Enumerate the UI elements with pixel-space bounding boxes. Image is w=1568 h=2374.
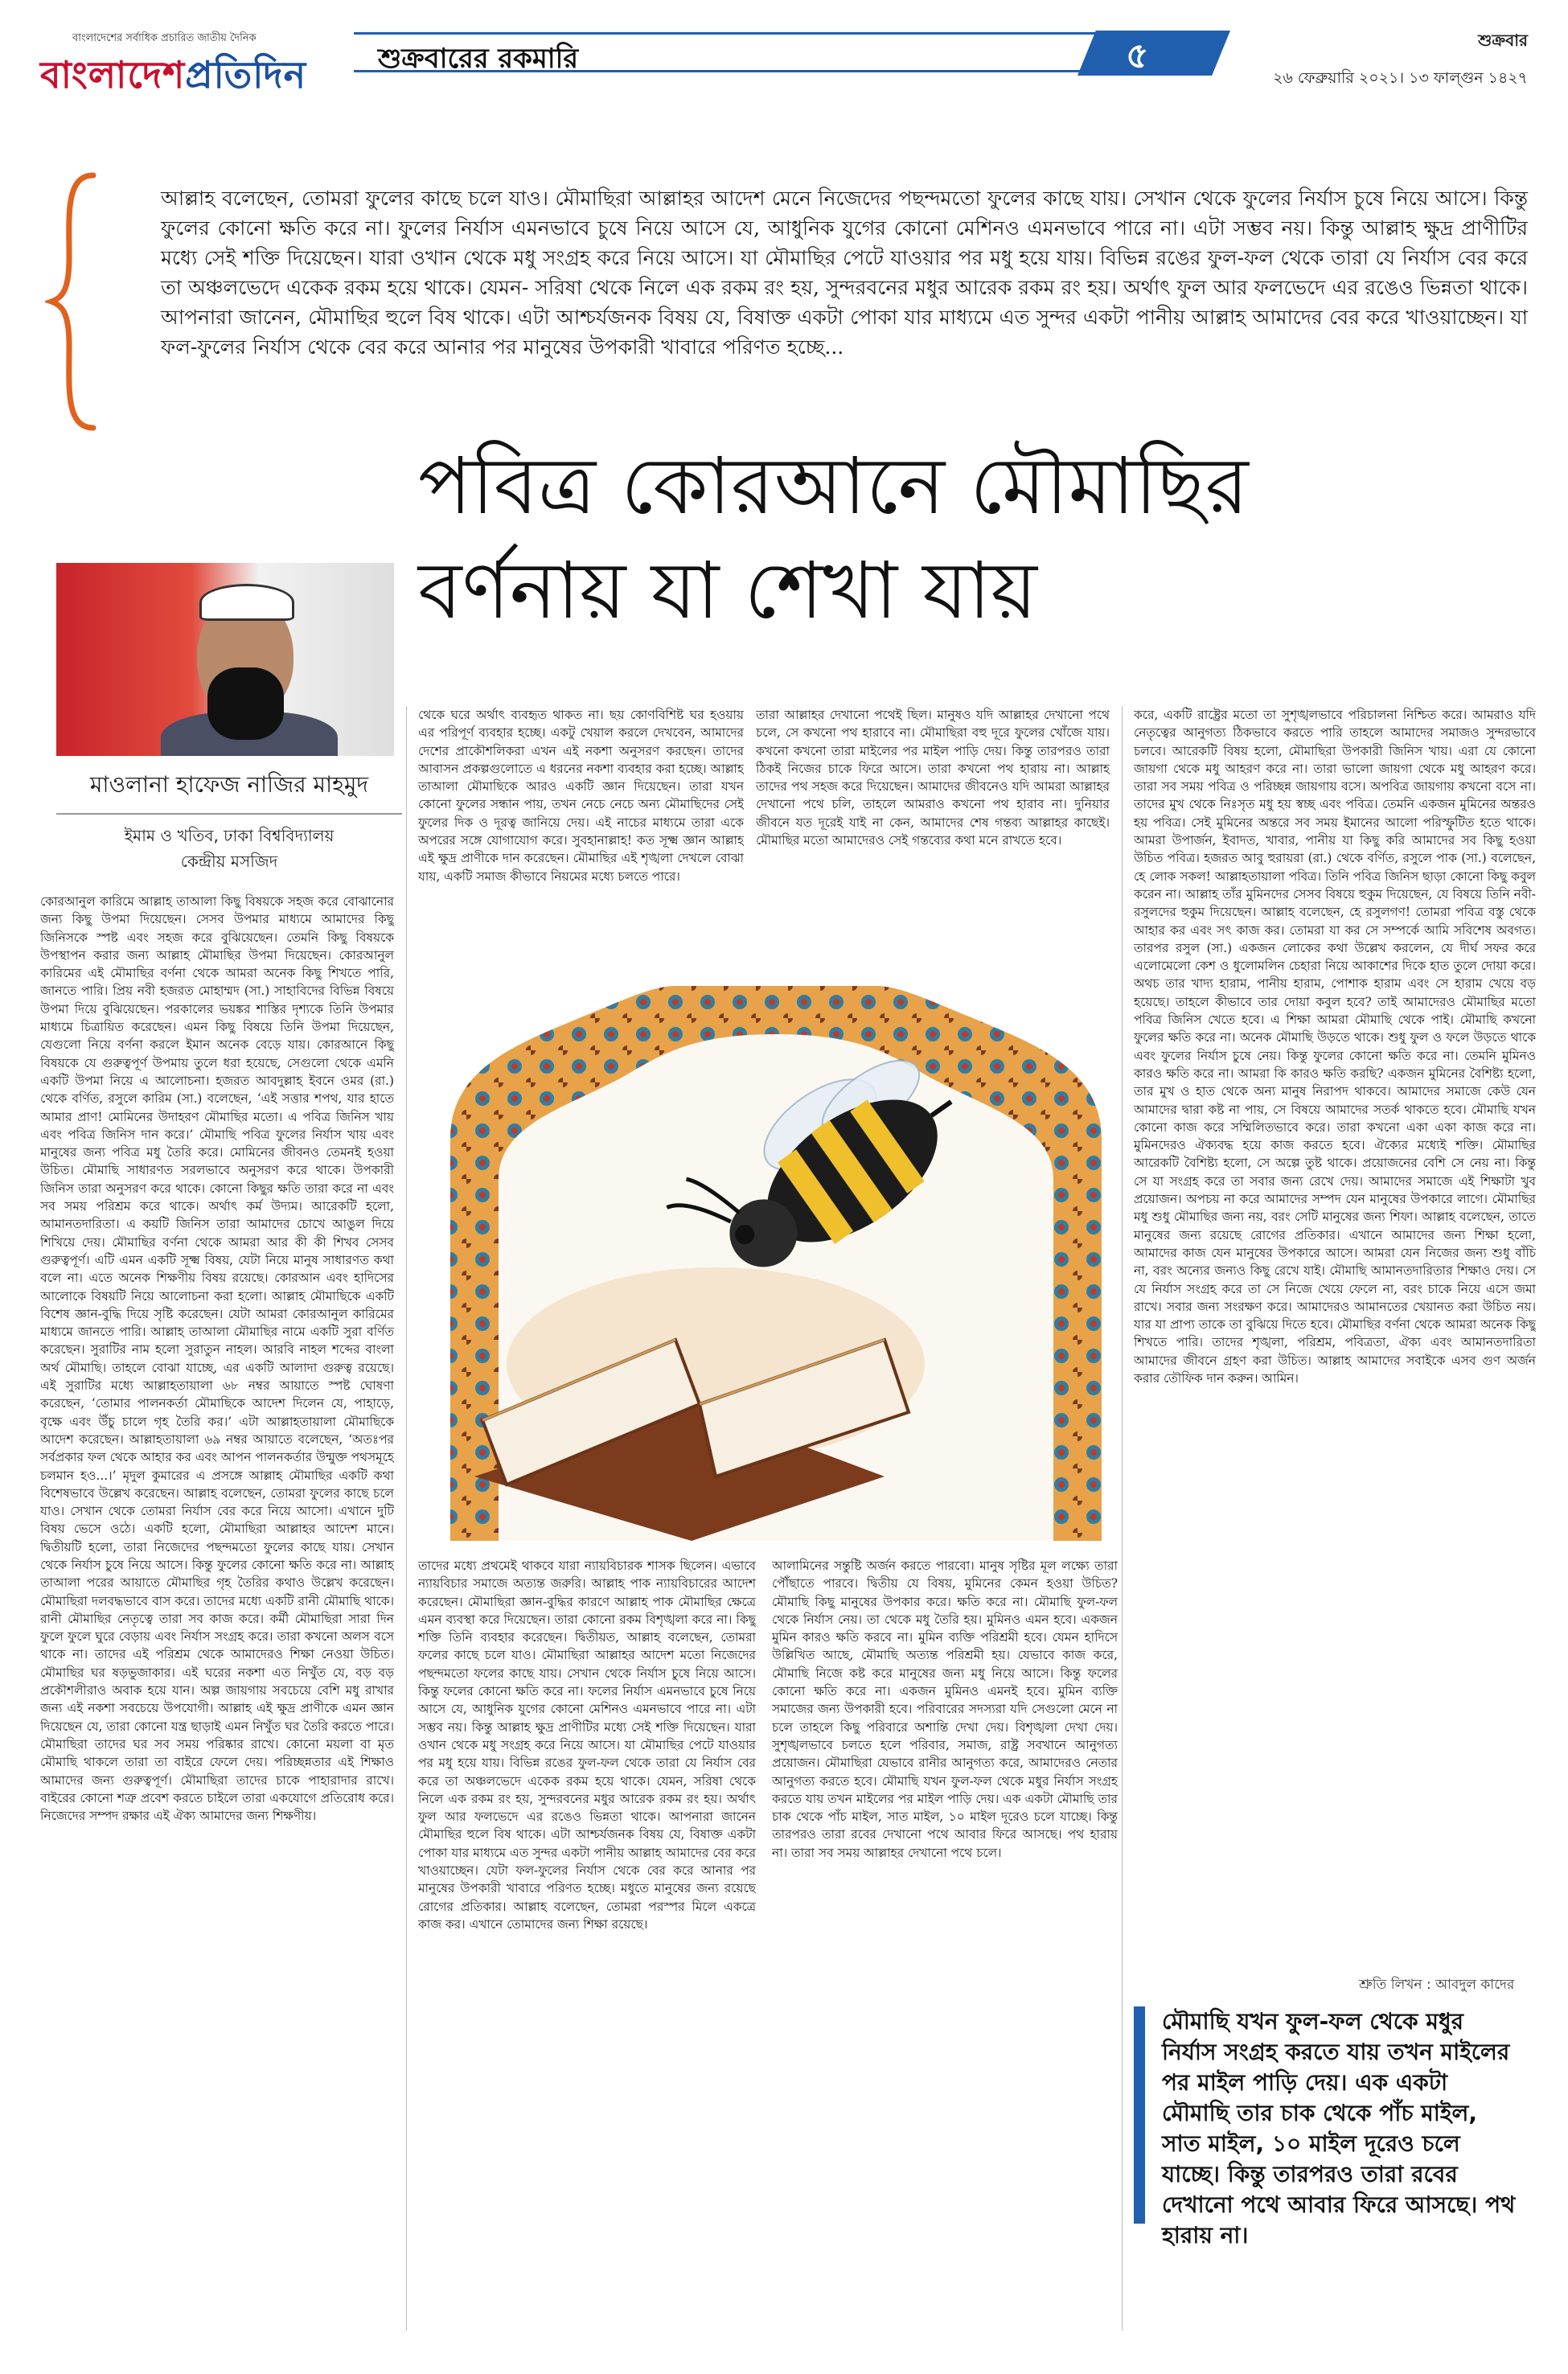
pull-quote: মৌমাছি যখন ফুল-ফল থেকে মধুর নির্যাস সংগ্রহ করতে যায় তখন মাইলের পর মাইল পাড়ি দেয়। এক একটা মৌমাছি তার চাক থেকে পাঁচ মাইল, সাত মাইল, ১০ মাইল দূরেও চলে যাচ্ছে। কিন্তু তারপরও তারা রবের দেখানো পথে আবার ফিরে আসছে। পথ হারায় না।	[1162, 2008, 1516, 2249]
logo-part2: প্রতিদিন	[185, 53, 307, 97]
logo-tagline: বাংলাদেশের সর্বাধিক প্রচারিত জাতীয় দৈনিক	[72, 32, 257, 44]
logo-text	[40, 47, 306, 109]
dateline-day: শুক্রবার	[1478, 31, 1528, 50]
masthead	[0, 0, 1568, 143]
dateline	[1273, 29, 1528, 92]
headline-line2: বর্ণনায় যা শেখা যায়	[418, 545, 1037, 637]
intro-paragraph: আল্লাহ বলেছেন, তোমরা ফুলের কাছে চলে যাও। মৌমাছিরা আল্লাহর আদেশ মেনে নিজেদের পছন্দমতো ফুলের কাছে যায়। সেখান থেকে ফুলের নির্যাস চুষে নিয়ে আসে। কিন্তু ফুলের কোনো ক্ষতি করে না। ফুলের নির্যাস এমনভাবে চুষে নিয়ে আসে যে, আধুনিক যুগের কোনো মেশিনও এমনভাবে পারে না। এটা সম্ভব নয়। কিন্তু আল্লাহ ক্ষুদ্র প্রাণীটির মধ্যে সেই শক্তি দিয়েছেন। যারা ওখান থেকে মধু সংগ্রহ করে নিয়ে আসে। যা মৌমাছির পেটে যাওয়ার পর মধু হয়ে যায়। বিভিন্ন রঙের ফুল-ফল থেকে তারা যে নির্যাস বের করে তা অঞ্চলভেদে একেক রকম হয়ে থাকে। যেমন- সরিষা থেকে নিলে এক রকম রং হয়, সুন্দরবনের মধুর আরেক রকম রং হয়। অর্থাৎ ফুল আর ফলভেদে এর রঙেও ভিন্নতা থাকে। আপনারা জানেন, মৌমাছির হুলে বিষ থাকে। এটা আশ্চর্যজনক বিষয় যে, বিষাক্ত একটা পোকা যার মাধ্যমে এত সুন্দর একটা পানীয় আল্লাহ আমাদের বের করে খাওয়াচ্ছেন। যা ফল-ফুলের নির্যাস থেকে বের করে আনার পর মানুষের উপকারী খাবারে পরিণত হচ্ছে...	[161, 187, 1528, 359]
article-column-2a	[418, 706, 744, 971]
page-number-badge	[1077, 31, 1230, 76]
transcription-credit: শ্রুতি লিখন : আবদুল কাদের	[1359, 1977, 1515, 1993]
section-title: শুক্রবারের রকমারি	[378, 43, 579, 75]
page-number: ৫	[1126, 35, 1149, 76]
article-column-4a	[418, 1557, 756, 2332]
author-name: মাওলানা হাফেজ নাজির মাহমুদ	[56, 767, 402, 815]
logo-part1: বাংলাদেশ	[40, 53, 186, 97]
section-bar	[354, 32, 1190, 75]
article-column-3	[1134, 706, 1536, 1961]
column-text: আলামিনের সন্তুষ্টি অর্জন করতে পারবো। মানুষ সৃষ্টির মূল লক্ষ্যে তারা পৌঁছাতে পারবে। দ্বিতীয় যে বিষয়, মুমিনের কেমন হওয়া উচিত? মৌমাছি কিছু মানুষের উপকার করে। ক্ষতি করে না। মৌমাছি ফুল-ফল থেকে নির্যাস নেয়। তা থেকে মধু তৈরি হয়। মুমিনও এমন হবে। একজন মুমিন কারও ক্ষতি করবে না। মুমিন ব্যক্তি পরিশ্রমী হবে। যেমন হাদিসে উল্লিখিত আছে, মৌমাছি অত্যন্ত পরিশ্রমী হয়। যেভাবে কাজ করে, মৌমাছি নিজে কষ্ট করে মানুষের জন্য মধু নিয়ে আসে। কিন্তু ফলের কোনো ক্ষতি করে না। একজন মুমিনও এমনই হবে। মুমিন ব্যক্তি সমাজের জন্য উপকারী হবে। পরিবারের সদস্যরা যদি সেগুলো মেনে না চলে তাহলে কিছু পরিবারে অশান্তি দেখা দেয়। বিশৃঙ্খলা দেখা দেয়। সুশৃঙ্খলভাবে চলতে হলে পরিবার, সমাজ, রাষ্ট্র সবখানে আনুগত্য প্রয়োজন। মৌমাছিরা যেভাবে রানীর আনুগত্য করে, আমাদেরও নেতার আনুগত্য করতে হবে। মৌমাছি যখন ফুল-ফল থেকে মধুর নির্যাস সংগ্রহ করতে যায় তখন মাইলের পর মাইল পাড়ি দেয়। এক একটা মৌমাছি তার চাক থেকে পাঁচ মাইল, সাত মাইল, ১০ মাইল দূরেও চলে যাচ্ছে। কিন্তু তারপরও তারা রবের দেখানো পথে আবার ফিরে আসছে। পথ হারায় না। তারা সব সময় আল্লাহর দেখানো পথে চলে।	[772, 1559, 1118, 1860]
callout-accent-bar	[1134, 2006, 1145, 2224]
author-title-line1: ইমাম ও খতিব, ঢাকা বিশ্ববিদ্যালয়	[124, 826, 335, 845]
column-divider	[406, 706, 407, 2331]
article-column-1	[40, 893, 394, 2332]
bee-and-quran-illustration	[434, 986, 1118, 1541]
author-title	[56, 823, 402, 874]
dateline-date: ২৬ ফেব্রুয়ারি ২০২১। ১৩ ফাল্গুন ১৪২৭	[1273, 69, 1528, 87]
column-divider	[1122, 706, 1123, 2331]
column-text: কোরআনুল কারিমে আল্লাহ তাআলা কিছু বিষয়কে সহজ করে বোঝানোর জন্য কিছু উপমা দিয়েছেন। সেসব উপমার মাধ্যমে আমাদের কিছু জিনিসকে স্পষ্ট এবং সহজ করে বুঝিয়েছেন। তেমনি কিছু বিষয়কে উপস্থাপন করার জন্য আল্লাহ মৌমাছির উপমা দিয়েছেন। কোরআনুল কারিমের এই মৌমাছির বর্ণনা থেকে আমরা অনেক কিছু শিখতে পারি, জানতে পারি। প্রিয় নবী হজরত মোহাম্মদ (সা.) সাহাবিদের বিভিন্ন বিষয়ে উপমা দিয়ে বুঝিয়েছেন। পরকালের ভয়ঙ্কর শাস্তির দৃশ্যকে তিনি উপমার মাধ্যমে চিত্রায়িত করেছেন। এমন কিছু বিষয়ে তিনি উপমা দিয়েছেন, যেগুলো নিয়ে বর্ণনা করলে ইমান অনেক বেড়ে যায়। কোরআনে কিছু বিষয়কে যে গুরুত্বপূর্ণ উপমায় তুলে ধরা হয়েছে, সেগুলো থেকে এমনি একটি উপমা নিয়ে এ আলোচনা। হজরত আবদুল্লাহ ইবনে ওমর (রা.) থেকে বর্ণিত, রসুলে কারিম (সা.) বলেছেন, ‘এই সত্তার শপথ, যার হাতে আমার প্রাণ! মোমিনের উদাহরণ মৌমাছির মতো। এ পবিত্র জিনিস খায় এবং পবিত্র জিনিস দান করে।’ মৌমাছি পবিত্র ফুলের নির্যাস খায় এবং মানুষের জন্য পবিত্র মধু তৈরি করে। মোমিনের জীবনও তেমনই হওয়া উচিত। মৌমাছি সাধারণত সরলভাবে অনুসরণ করে থাকে। উপকারী জিনিস তারা অনুসরণ করে থাকে। কোনো কিছুর ক্ষতি তারা করে না এবং সব সময় পরিশ্রম করে থাকে। অর্থাৎ কর্ম উদ্যম। আরেকটি হলো, আমানতদারিতা। এ কয়টি জিনিস তারা আমাদের চোখে আঙুল দিয়ে শিখিয়ে দেয়। মৌমাছির বর্ণনা থেকে আমরা আর কী কী শিখব সেসব গুরুত্বপূর্ণ। এটি এমন একটি সূক্ষ্ম বিষয়, যেটা নিয়ে মানুষ সাধারণত কথা বলে না। এতে অনেক শিক্ষণীয় বিষয় রয়েছে। কোরআন এবং হাদিসের আলোকে বিষয়টি নিয়ে আলোচনা করা হলো। আল্লাহ মৌমাছিকে একটি বিশেষ জ্ঞান-বুদ্ধি দিয়ে সৃষ্টি করেছেন। যেটা আমরা কোরআনুল কারিমের মাধ্যমে জানতে পারি। আল্লাহ তাআলা মৌমাছির নামে একটি সুরা বর্ণিত করেছেন। সুরাটির নাম হলো সুরাতুন নাহল। আরবি নাহল শব্দের বাংলা অর্থ মৌমাছি। তাহলে বোঝা যাচ্ছে, এর একটি আলাদা গুরুত্ব রয়েছে। এই সুরাটির মধ্যে আল্লাহতায়ালা ৬৮ নম্বর আয়াতে স্পষ্ট ঘোষণা করেছেন, ‘তোমার পালনকর্তা মৌমাছিকে আদেশ দিলেন যে, পাহাড়ে, বৃক্ষে এবং উঁচু চালে গৃহ তৈরি কর।’ এটা আল্লাহতায়ালা মৌমাছিকে আদেশ করেছেন। আল্লাহতায়ালা ৬৯ নম্বর আয়াতে বলেছেন, ‘অতঃপর সর্বপ্রকার ফল থেকে আহার কর এবং আপন পালনকর্তার উন্মুক্ত পথসমূহে চলমান হও...।’ মৃদুল কুমারের এ প্রসঙ্গে আল্লাহ মৌমাছির একটি কথা বিশেষভাবে উল্লেখ করেছেন। আল্লাহ বলেছেন, তোমরা ফুলের কাছে চলে যাও। সেখান থেকে তোমরা নির্যাস বের করে নিয়ে আসো। এখানে দুটি বিষয় ভেসে ওঠে। একটি হলো, মৌমাছিরা আল্লাহর আদেশ মানে। দ্বিতীয়টি হলো, তারা নিজেদের পছন্দমতো ফুলের কাছে যায়। সেখান থেকে নির্যাস চুষে নিয়ে আসে। কিন্তু ফুলের কোনো ক্ষতি করে না। আল্লাহ তাআলা পরের আয়াতে মৌমাছির গৃহ তৈরির কথাও উল্লেখ করেছেন। মৌমাছিরা দলবদ্ধভাবে বাস করে। তাদের মধ্যে একটি রানী মৌমাছি থাকে। রানী মৌমাছির নেতৃত্বে তারা সব কাজ করে। কর্মী মৌমাছিরা সারা দিন ফুলে ফুলে ঘুরে বেড়ায় এবং নির্যাস সংগ্রহ করে। তারা কখনো অলস বসে থাকে না। তাদের এই পরিশ্রম থেকে আমাদেরও শিক্ষা নেওয়া উচিত। মৌমাছির ঘর ষড়ভুজাকার। এই ঘরের নকশা এত নিখুঁত যে, বড় বড় প্রকৌশলীরাও অবাক হয়ে যান। অল্প জায়গায় সবচেয়ে বেশি মধু রাখার জন্য এই নকশা সবচেয়ে উপযোগী। আল্লাহ এই ক্ষুদ্র প্রাণীকে এমন জ্ঞান দিয়েছেন যে, তারা কোনো যন্ত্র ছাড়াই এমন নিখুঁত ঘর তৈরি করতে পারে। মৌমাছিরা তাদের ঘর সব সময় পরিষ্কার রাখে। কোনো ময়লা বা মৃত মৌমাছি থাকলে তারা তা বাইরে ফেলে দেয়। পরিচ্ছন্নতার এই শিক্ষাও আমাদের জন্য গুরুত্বপূর্ণ। মৌমাছিরা তাদের চাকে পাহারাদার রাখে। বাইরের কোনো শত্রু প্রবেশ করতে চাইলে তারা একযোগে প্রতিরোধ করে। নিজেদের সম্পদ রক্ষার এই ঐক্য আমাদের জন্য শিক্ষণীয়।	[40, 894, 394, 1824]
author-title-line2: কেন্দ্রীয় মসজিদ	[180, 852, 278, 871]
column-text: তারা আল্লাহর দেখানো পথেই ছিল। মানুষও যদি আল্লাহর দেখানো পথে চলে, সে কখনো পথ হারাবে না। মৌমাছিরা বহু দূরে ফুলের খোঁজে যায়। কখনো কখনো তারা মাইলের পর মাইল পাড়ি দেয়। কিন্তু তারপরও তারা ঠিকই নিজের চাকে ফিরে আসে। তারা কখনো পথ হারায় না। আল্লাহ তাদের পথ সহজ করে দিয়েছেন। আমাদের জীবনেও যদি আমরা আল্লাহর দেখানো পথে চলি, তাহলে আমরাও কখনো পথ হারাব না। দুনিয়ার জীবনে যত দূরেই যাই না কেন, আমাদের শেষ গন্তব্য আল্লাহর কাছেই। মৌমাছির মতো আমাদেরও সেই গন্তব্যের কথা মনে রাখতে হবে।	[756, 708, 1110, 848]
headline	[418, 434, 1528, 643]
author-photo	[56, 563, 394, 756]
headline-line1: পবিত্র কোরআনে মৌমাছির	[418, 441, 1249, 532]
article-column-4b	[772, 1557, 1118, 2332]
column-text: করে, একটি রাষ্ট্রের মতো তা সুশৃঙ্খলভাবে পরিচালনা নিশ্চিত করে। আমরাও যদি নেতৃত্বের আনুগত্য ঠিকভাবে করতে পারি তাহলে আমাদের সমাজও সুন্দরভাবে চলবে। আরেকটি বিষয় হলো, মৌমাছিরা উপকারী জিনিস খায়। এরা যে কোনো জায়গা থেকে মধু আহরণ করে না। তারা ভালো জায়গা থেকে মধু আহরণ করে। তারা সব সময় পবিত্র ও পরিচ্ছন্ন জায়গায় বসে। অপবিত্র জায়গায় কখনো বসে না। তাদের মুখ থেকে নিঃসৃত মধু হয় স্বচ্ছ এবং পবিত্র। তেমনি একজন মুমিনের অন্তরও হয় পবিত্র। সেই মুমিনের অন্তরে সব সময় ইমানের আলো পরিস্ফুটিত হতে থাকে। আমরা উপার্জন, ইবাদত, খাবার, পানীয় যা কিছু করি আমাদের সব কিছু হওয়া উচিত পবিত্র। হজরত আবু হুরায়রা (রা.) থেকে বর্ণিত, রসুলে পাক (সা.) বলেছেন, হে লোক সকল! আল্লাহতায়ালা পবিত্র। তিনি পবিত্র জিনিস ছাড়া কোনো কিছু কবুল করেন না। আল্লাহ তাঁর মুমিনদের সেসব বিষয়ে হুকুম দিয়েছেন, যে বিষয়ে তিনি নবী-রসুলদের হুকুম দিয়েছেন। আল্লাহ বলেছেন, হে রসুলগণ! তোমরা পবিত্র বস্তু থেকে আহার কর এবং সৎ কাজ কর। তোমরা যা কর সে সম্পর্কে আমি সবিশেষ অবগত। তারপর রসুল (সা.) একজন লোকের কথা উল্লেখ করলেন, যে দীর্ঘ সফর করে এলোমেলো কেশ ও ধুলোমলিন চেহারা নিয়ে আকাশের দিকে হাত তুলে দোয়া করে। অথচ তার খাদ্য হারাম, পানীয় হারাম, পোশাক হারাম এবং সে হারাম খেয়ে বড় হয়েছে। তাহলে কীভাবে তার দোয়া কবুল হবে? তাই আমাদেরও মৌমাছির মতো পবিত্র জিনিস খেতে হবে। এ শিক্ষা আমরা মৌমাছি থেকে পাই। মৌমাছি কখনো ফুলের ক্ষতি করে না। অনেক মৌমাছি উড়তে থাকে। শুধু ফুল ও ফলে উড়তে থাকে এবং ফুলের নির্যাস চুষে নেয়। কিন্তু ফুলের কোনো ক্ষতি করে না। তেমনি মুমিনও কারও ক্ষতি করে না। আমরা কি কারও ক্ষতি করছি? একজন মুমিনের বৈশিষ্ট্য হলো, তার মুখ ও হাত থেকে অন্য মানুষ নিরাপদ থাকবে। আমাদের সমাজে কেউ যেন আমাদের দ্বারা কষ্ট না পায়, সে বিষয়ে আমাদের সতর্ক থাকতে হবে। মৌমাছি যখন কোনো কাজ করে সম্মিলিতভাবে করে। তারা কখনো একা একা কাজ করে না। মুমিনদেরও ঐক্যবদ্ধ হয়ে কাজ করতে হবে। ঐক্যের মধ্যেই শক্তি। মৌমাছির আরেকটি বৈশিষ্ট্য হলো, সে অল্পে তুষ্ট থাকে। প্রয়োজনের বেশি সে নেয় না। কিন্তু সে যা সংগ্রহ করে তা সবার জন্য রেখে দেয়। আমাদের সমাজে এই শিক্ষাটা খুব প্রয়োজন। অপচয় না করে আমাদের সম্পদ যেন মানুষের উপকারে লাগে। মৌমাছির মধু শুধু মৌমাছির জন্য নয়, বরং সেটি মানুষের জন্য শিফা। আল্লাহ বলেছেন, তাতে মানুষের জন্য রয়েছে রোগের প্রতিকার। এখানে আমাদের জন্য শিক্ষা হলো, আমাদের কাজ যেন মানুষের উপকারে আসে। আমরা যেন নিজের জন্য শুধু বাঁচি না, বরং অন্যের জন্যও কিছু রেখে যাই। মৌমাছি আমানতদারিতার শিক্ষাও দেয়। সে যে নির্যাস সংগ্রহ করে তা সে নিজে খেয়ে ফেলে না, বরং চাকে নিয়ে এসে জমা রাখে। সবার জন্য সংরক্ষণ করে। আমাদেরও আমানতের খেয়ানত করা উচিত নয়। যার যা প্রাপ্য তাকে তা বুঝিয়ে দিতে হবে। মৌমাছির বর্ণনা থেকে আমরা অনেক কিছু শিখতে পারি। তাদের শৃঙ্খলা, পরিশ্রম, পবিত্রতা, ঐক্য এবং আমানতদারিতা আমাদের জীবনে গ্রহণ করা উচিত। আল্লাহ আমাদের সবাইকে এসব গুণ অর্জন করার তৌফিক দান করুন। আমিন।	[1134, 708, 1536, 1386]
curly-brace-icon	[45, 169, 109, 434]
author-box	[56, 563, 402, 874]
article-column-2b	[756, 706, 1110, 971]
column-text: থেকে ঘরে অর্থাৎ ব্যবহৃত থাকত না। ছয় কোণবিশিষ্ট ঘর হওয়ায় এর পরিপূর্ণ ব্যবহার হচ্ছে। একটু খেয়াল করলে দেখবেন, আমাদের দেশের প্রাকৌশলিকরা এখন এই নকশা অনুসরণ করছেন। তাদের আবাসন প্রকল্পগুলোতে এ ধরনের নকশা ব্যবহার করা হচ্ছে। আল্লাহ তাআলা মৌমাছিকে আরও একটি জ্ঞান দিয়েছেন। তারা যখন কোনো ফুলের সন্ধান পায়, তখন নেচে নেচে অন্য মৌমাছিদের সেই ফুলের দিক ও দূরত্ব জানিয়ে দেয়। এই নাচের মাধ্যমে তারা একে অপরের সঙ্গে যোগাযোগ করে। সুবহানাল্লাহ! কত সূক্ষ্ম জ্ঞান আল্লাহ এই ক্ষুদ্র প্রাণীকে দান করেছেন। মৌমাছির এই শৃঙ্খলা দেখলে বোঝা যায়, একটি সমাজ কীভাবে নিয়মের মধ্যে চলতে পারে।	[418, 708, 744, 884]
newspaper-logo[interactable]	[40, 31, 306, 109]
column-text: তাদের মধ্যে প্রথমেই থাকবে যারা ন্যায়বিচারক শাসক ছিলেন। এভাবে ন্যায়বিচার সমাজে অত্যন্ত জরুরি। আল্লাহ পাক ন্যায়বিচারের আদেশ করেছেন। মৌমাছিরা জ্ঞান-বুদ্ধির কারণে আল্লাহ পাক মৌমাছির ক্ষেত্রে এমন ব্যবস্থা করে দিয়েছেন। তারা কোনো রকম বিশৃঙ্খলা করে না। কিছু শক্তি তিনি ব্যবহার করেছেন। দ্বিতীয়ত, আল্লাহ বলেছেন, তোমরা ফলের কাছে চলে যাও। মৌমাছিরা আল্লাহর আদেশ মতো নিজেদের পছন্দমতো ফলের কাছে যায়। সেখান থেকে নির্যাস চুষে নিয়ে আসে। কিন্তু ফলের কোনো ক্ষতি করে না। ফলের নির্যাস এমনভাবে চুষে নিয়ে আসে যে, আধুনিক যুগের কোনো মেশিনও এমনভাবে পারে না। এটা সম্ভব নয়। কিন্তু আল্লাহ ক্ষুদ্র প্রাণীটির মধ্যে সেই শক্তি দিয়েছেন। যারা ওখান থেকে মধু সংগ্রহ করে নিয়ে আসে। যা মৌমাছির পেটে যাওয়ার পর মধু হয়ে যায়। বিভিন্ন রঙের ফুল-ফল থেকে তারা যে নির্যাস বের করে তা অঞ্চলভেদে একেক রকম হয়ে থাকে। যেমন, সরিষা থেকে নিলে এক রকম রং হয়, সুন্দরবনের মধুর আরেক রকম রং হয়। অর্থাৎ ফুল আর ফলভেদে এর রঙেও ভিন্নতা থাকে। আপনারা জানেন মৌমাছির হুলে বিষ থাকে। এটা আশ্চর্যজনক বিষয় যে, বিষাক্ত একটা পোকা যার মাধ্যমে এত সুন্দর একটা পানীয় আল্লাহ আমাদের বের করে খাওয়াচ্ছেন। যেটা ফল-ফুলের নির্যাস থেকে বের করে আনার পর মানুষের উপকারী খাবারে পরিণত হচ্ছে। মধুতে মানুষের জন্য রয়েছে রোগের প্রতিকার। আল্লাহ বলেছেন, তোমরা পরস্পর মিলে একত্রে কাজ কর। এখানে তোমাদের জন্য শিক্ষা রয়েছে।	[418, 1559, 756, 1932]
